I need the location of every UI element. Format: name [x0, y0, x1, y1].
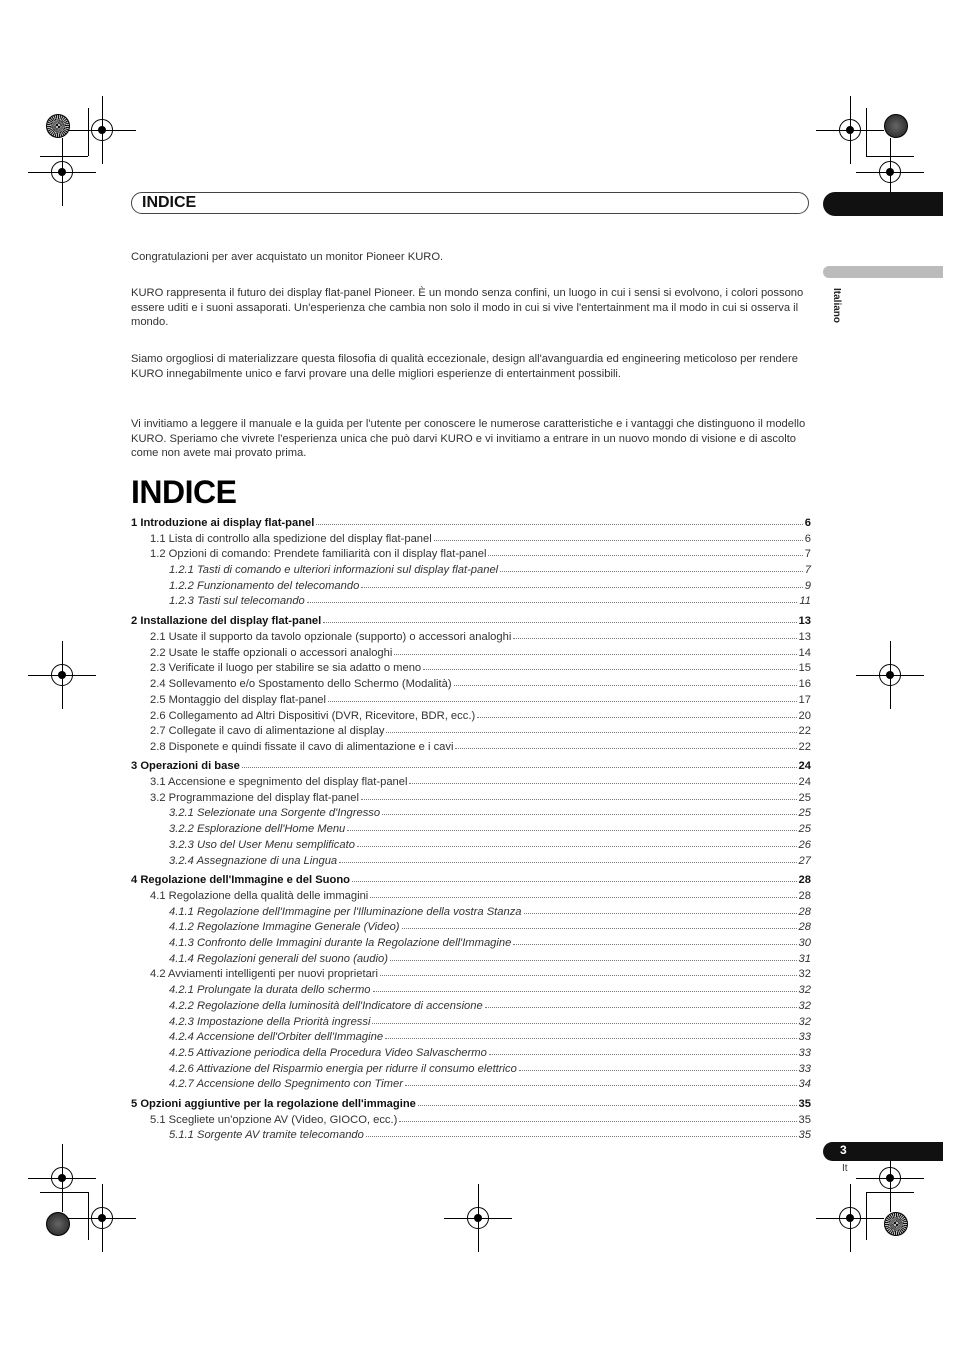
toc-entry-label: 4.1.1 Regolazione dell'Immagine per l'Illuminazione della vostra Stanza	[169, 906, 522, 918]
toc-entry-label: 4.2.4 Accensione dell'Orbiter dell'Immagine	[169, 1031, 384, 1043]
section-header-box	[131, 192, 809, 214]
toc-entry-label: 2.7 Collegate il cavo di alimentazione al display	[150, 725, 385, 737]
toc-entry-label: 4.1.4 Regolazioni generali del suono (audio)	[169, 953, 388, 965]
section-header-title: INDICE	[142, 194, 197, 211]
toc-entry-page: 20	[798, 710, 811, 722]
toc-entry[interactable]	[169, 1059, 811, 1075]
toc-entry-page: 15	[798, 662, 811, 674]
toc-entry-label: 3.1 Accensione e spegnimento del display flat-panel	[150, 776, 408, 788]
toc-entry[interactable]	[150, 737, 811, 753]
toc-entry-page: 32	[798, 968, 811, 980]
page-language-code: It	[842, 1163, 848, 1174]
toc-entry-page: 7	[804, 564, 811, 576]
toc-entry[interactable]	[150, 886, 811, 902]
toc-entry-page: 28	[798, 890, 811, 902]
intro-paragraph: Siamo orgogliosi di materializzare questa filosofia di qualità eccezionale, design all'avanguardia ed engineering meticoloso per rendere KURO innegabilmente unico e farvi provare una delle migliori esperienze di entertainment possibili.	[131, 353, 798, 380]
toc-entry-label: 2.1 Usate il supporto da tavolo opzionale (supporto) o accessori analoghi	[150, 631, 512, 643]
toc-title: INDICE	[131, 474, 237, 510]
toc-entry[interactable]	[150, 721, 811, 737]
toc-entry[interactable]	[150, 690, 811, 706]
toc-entry[interactable]	[169, 560, 811, 576]
registration-mark-icon	[890, 172, 891, 173]
toc-entry-label: 2 Installazione del display flat-panel	[131, 615, 322, 627]
toc-entry[interactable]	[169, 1043, 811, 1059]
toc-entry[interactable]	[169, 980, 811, 996]
toc-entry-page: 25	[798, 792, 811, 804]
toc-entry-label: 2.5 Montaggio del display flat-panel	[150, 694, 327, 706]
toc-entry-page: 26	[798, 839, 811, 851]
toc-entry-label: 3.2.4 Assegnazione di una Lingua	[169, 855, 338, 867]
toc-entry-label: 3 Operazioni di base	[131, 760, 240, 772]
toc-entry-label: 3.2.1 Selezionate una Sorgente d'Ingresso	[169, 807, 381, 819]
toc-entry[interactable]	[169, 803, 811, 819]
toc-entry-label: 1.2 Opzioni di comando: Prendete familiarità con il display flat-panel	[150, 548, 487, 560]
toc-entry-label: 3.2 Programmazione del display flat-panel	[150, 792, 359, 804]
language-label: Italiano	[831, 288, 842, 324]
toc-entry[interactable]	[169, 576, 811, 592]
language-tab	[823, 266, 943, 278]
toc-entry-label: 3.2.3 Uso del User Menu semplificato	[169, 839, 355, 851]
toc-entry[interactable]	[150, 627, 811, 643]
toc-entry[interactable]	[150, 788, 811, 804]
toc-entry-page: 35	[798, 1098, 811, 1110]
toc-entry[interactable]	[169, 1074, 811, 1090]
toc-entry-page: 24	[798, 776, 811, 788]
toc-entry-label: 4.2.1 Prolungate la durata dello schermo	[169, 984, 371, 996]
toc-entry-page: 30	[798, 937, 811, 949]
toc-entry-page: 34	[798, 1078, 811, 1090]
toc-entry[interactable]	[150, 643, 811, 659]
registration-mark-icon	[62, 1178, 63, 1179]
toc-entry-page: 27	[798, 855, 811, 867]
toc-entry-label: 1.2.1 Tasti di comando e ulteriori informazioni sul display flat-panel	[169, 564, 499, 576]
toc-entry[interactable]	[169, 1125, 811, 1141]
toc-entry-label: 4.2.5 Attivazione periodica della Procedura Video Salvaschermo	[169, 1047, 487, 1059]
toc-entry-label: 3.2.2 Esplorazione dell'Home Menu	[169, 823, 346, 835]
toc-entry-page: 6	[804, 517, 811, 529]
toc-entry[interactable]	[150, 529, 811, 545]
toc-entry-page: 25	[798, 807, 811, 819]
toc-entry[interactable]	[169, 1027, 811, 1043]
toc-entry-page: 32	[798, 1000, 811, 1012]
toc-entry-page: 22	[798, 741, 811, 753]
toc-entry-label: 2.4 Sollevamento e/o Spostamento dello Schermo (Modalità)	[150, 678, 452, 690]
toc-entry-page: 6	[804, 533, 811, 545]
registration-mark-icon	[478, 1218, 479, 1219]
toc-entry-label: 2.2 Usate le staffe opzionali o accessori analoghi	[150, 647, 393, 659]
toc-entry-page: 28	[798, 906, 811, 918]
toc-entry-page: 16	[798, 678, 811, 690]
toc-entry-page: 28	[798, 874, 811, 886]
toc-entry-label: 1.2.3 Tasti sul telecomando	[169, 595, 305, 607]
toc-entry-label: 4.1 Regolazione della qualità delle immagini	[150, 890, 369, 902]
toc-entry-page: 13	[798, 615, 811, 627]
color-target-icon	[884, 1212, 908, 1236]
toc-entry-label: 4.1.3 Confronto delle Immagini durante la Regolazione dell'Immagine	[169, 937, 512, 949]
color-target-icon	[884, 114, 908, 138]
toc-entry[interactable]	[169, 902, 811, 918]
intro-paragraph: Vi invitiamo a leggere il manuale e la guida per l'utente per conoscere le numerose caratteristiche e i vantaggi che distinguono il modello KURO. Speriamo che vivrete l'esperienza unica che può darvi KURO e vi invitiamo a entrare in un nuovo mondo di visione e di ascolto come non avete mai provato prima.	[131, 418, 806, 459]
toc-entry-label: 5 Opzioni aggiuntive per la regolazione dell'immagine	[131, 1098, 416, 1110]
toc-entry[interactable]	[169, 917, 811, 933]
toc-entry[interactable]	[169, 835, 811, 851]
toc-entry[interactable]	[131, 870, 811, 886]
toc-entry-page: 32	[798, 984, 811, 996]
toc-entry-label: 2.3 Verificate il luogo per stabilire se sia adatto o meno	[150, 662, 422, 674]
toc-entry[interactable]	[131, 756, 811, 772]
registration-mark-icon	[102, 1218, 103, 1219]
toc-entry[interactable]	[150, 674, 811, 690]
toc-entry-page: 13	[798, 631, 811, 643]
toc-entry[interactable]	[169, 1012, 811, 1028]
toc-entry-page: 9	[804, 580, 811, 592]
toc-entry-label: 4.2.2 Regolazione della luminosità dell'Indicatore di accensione	[169, 1000, 483, 1012]
toc-entry[interactable]	[150, 772, 811, 788]
toc-entry-page: 35	[798, 1114, 811, 1126]
toc-entry-label: 4.2.3 Impostazione della Priorità ingressi	[169, 1016, 371, 1028]
toc-entry[interactable]	[150, 964, 811, 980]
toc-entry-page: 33	[798, 1047, 811, 1059]
toc-entry-page: 33	[798, 1063, 811, 1075]
toc-entry[interactable]	[131, 513, 811, 529]
toc-entry-label: 1.1 Lista di controllo alla spedizione del display flat-panel	[150, 533, 432, 545]
toc-entry[interactable]	[169, 996, 811, 1012]
registration-mark-icon	[62, 172, 63, 173]
registration-mark-icon	[102, 130, 103, 131]
toc-entry-page: 28	[798, 921, 811, 933]
chapter-tab	[823, 192, 943, 216]
toc-entry[interactable]	[150, 544, 811, 560]
toc-entry[interactable]	[131, 611, 811, 627]
toc-entry-label: 4.2.7 Accensione dello Spegnimento con Timer	[169, 1078, 403, 1090]
toc-entry[interactable]	[150, 706, 811, 722]
toc-entry-page: 7	[804, 548, 811, 560]
registration-mark-icon	[62, 675, 63, 676]
toc-entry[interactable]	[169, 591, 811, 607]
toc-entry-label: 2.6 Collegamento ad Altri Dispositivi (DVR, Ricevitore, BDR, ecc.)	[150, 710, 476, 722]
toc-entry[interactable]	[169, 949, 811, 965]
toc-entry[interactable]	[150, 658, 811, 674]
toc-entry-page: 32	[798, 1016, 811, 1028]
toc-entry-label: 5.1.1 Sorgente AV tramite telecomando	[169, 1129, 364, 1141]
toc-entry-label: 4 Regolazione dell'Immagine e del Suono	[131, 874, 350, 886]
toc-entry[interactable]	[169, 933, 811, 949]
intro-paragraph: Congratulazioni per aver acquistato un monitor Pioneer KURO.	[131, 251, 444, 263]
toc-entry-page: 33	[798, 1031, 811, 1043]
registration-mark-icon	[850, 130, 851, 131]
intro-paragraph: KURO rappresenta il futuro dei display flat-panel Pioneer. È un mondo senza confini, un luogo in cui i sensi si evolvono, i colori possono essere uditi e i suoni assaporati. Un'esperienza che cambia non solo il modo in cui si vive l'entertainment ma il modo in cui si osserva il mondo.	[131, 287, 804, 328]
toc-entry[interactable]	[150, 1110, 811, 1126]
color-target-icon	[46, 1212, 70, 1236]
toc-entry-page: 11	[799, 595, 811, 607]
toc-entry-label: 5.1 Scegliete un'opzione AV (Video, GIOCO, ecc.)	[150, 1114, 398, 1126]
toc-entry-page: 35	[798, 1129, 811, 1141]
registration-mark-icon	[890, 675, 891, 676]
color-target-icon	[46, 114, 70, 138]
toc-entry-page: 24	[798, 760, 811, 772]
toc-entry-page: 25	[798, 823, 811, 835]
toc-entry-label: 1 Introduzione ai display flat-panel	[131, 517, 315, 529]
toc-entry-page: 14	[798, 647, 811, 659]
toc-entry[interactable]	[169, 851, 811, 867]
toc-entry-page: 17	[798, 694, 811, 706]
toc-entry-label: 4.2 Avviamenti intelligenti per nuovi proprietari	[150, 968, 379, 980]
toc-entry-page: 31	[798, 953, 811, 965]
toc-entry[interactable]	[131, 1094, 811, 1110]
toc-entry-page: 22	[798, 725, 811, 737]
toc-entry-label: 1.2.2 Funzionamento del telecomando	[169, 580, 360, 592]
page-number: 3	[840, 1143, 847, 1157]
toc-entry[interactable]	[169, 819, 811, 835]
registration-mark-icon	[890, 1178, 891, 1179]
toc-entry-label: 2.8 Disponete e quindi fissate il cavo di alimentazione e i cavi	[150, 741, 454, 753]
toc-entry-label: 4.1.2 Regolazione Immagine Generale (Video)	[169, 921, 400, 933]
registration-mark-icon	[850, 1218, 851, 1219]
toc-entry-label: 4.2.6 Attivazione del Risparmio energia per ridurre il consumo elettrico	[169, 1063, 517, 1075]
